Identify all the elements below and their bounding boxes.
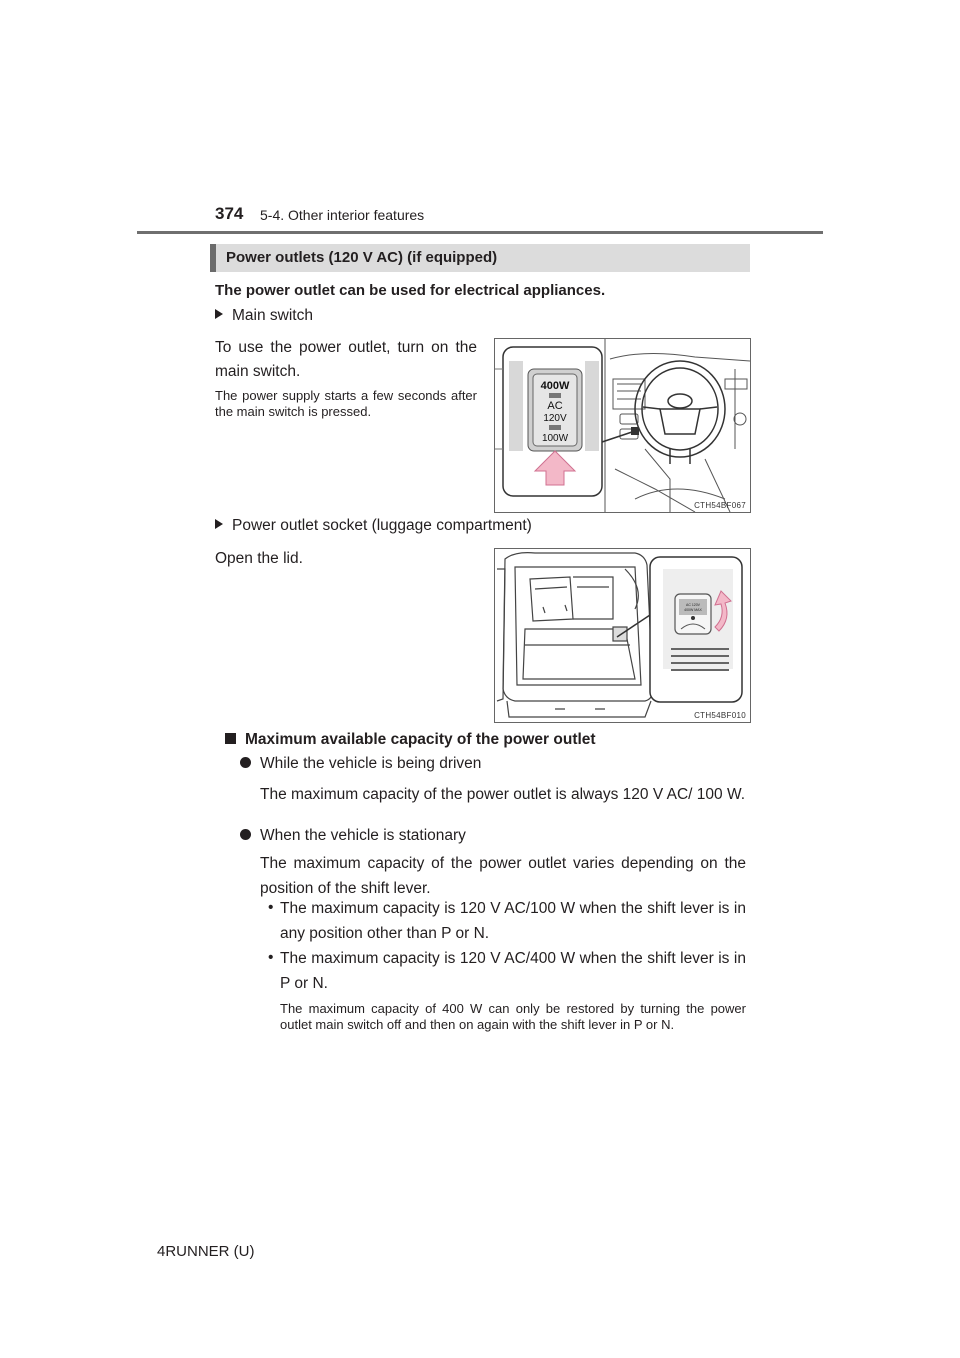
page-number: 374	[215, 204, 244, 223]
driven-title-text: While the vehicle is being driven	[260, 755, 482, 772]
socket-text: Open the lid.	[215, 550, 303, 567]
main-switch-title	[215, 307, 313, 325]
stationary-item	[268, 946, 746, 996]
stationary-item-text: The maximum capacity is 120 V AC/100 W when the shift lever is in any position other than P or N.	[280, 900, 746, 942]
triangle-bullet-icon	[215, 309, 223, 319]
intro-text: The power outlet can be used for electrical appliances.	[215, 282, 606, 299]
capacity-title-text: Maximum available capacity of the power outlet	[245, 731, 596, 748]
main-switch-figure	[494, 338, 751, 513]
stationary-title-text: When the vehicle is stationary	[260, 827, 466, 844]
footer-model: 4RUNNER (U)	[157, 1243, 255, 1260]
bullet-dot-text: •	[268, 949, 274, 966]
circle-bullet-icon	[240, 829, 251, 840]
header-rule	[137, 231, 823, 234]
stationary-title	[240, 824, 466, 848]
stationary-item-text: The maximum capacity is 120 V AC/400 W when the shift lever is in P or N.	[280, 950, 746, 992]
luggage-compartment-illustration	[495, 549, 750, 722]
driven-text: The maximum capacity of the power outlet is always 120 V AC/ 100 W.	[260, 786, 746, 803]
main-switch-title-text: Main switch	[232, 307, 313, 324]
square-bullet-icon	[225, 733, 236, 744]
heading-marker	[210, 244, 216, 272]
circle-bullet-icon	[240, 757, 251, 768]
bullet-dot-text: •	[268, 899, 274, 916]
label-ac: AC	[547, 400, 563, 412]
driven-title	[240, 752, 481, 776]
label-120v: 120V	[543, 413, 567, 424]
stationary-item	[268, 896, 746, 946]
section-heading	[210, 244, 750, 272]
main-switch-note: The power supply starts a few seconds after the main switch is pressed.	[215, 388, 477, 419]
heading-text: Power outlets (120 V AC) (if equipped)	[226, 249, 498, 266]
label-100w: 100W	[541, 433, 569, 444]
figure-code: CTH54BF010	[694, 711, 746, 720]
section-title: 5-4. Other interior features	[260, 207, 425, 223]
socket-figure	[494, 548, 751, 723]
label-400w: 400W	[540, 380, 570, 392]
svg-text:AC 120V: AC 120V	[685, 603, 701, 607]
svg-text:400W MAX: 400W MAX	[684, 608, 702, 612]
capacity-note: The maximum capacity of 400 W can only be restored by turning the power outlet main switch off and then on again with the shift lever in P or N.	[280, 1001, 746, 1032]
dashboard-illustration	[495, 339, 750, 512]
socket-title-text: Power outlet socket (luggage compartment)	[232, 517, 532, 534]
triangle-bullet-icon	[215, 519, 223, 529]
capacity-title	[225, 728, 596, 752]
main-switch-text: To use the power outlet, turn on the main switch.	[215, 339, 477, 380]
figure-code: CTH54BF067	[694, 501, 746, 510]
socket-title	[215, 517, 532, 535]
stationary-text: The maximum capacity of the power outlet varies depending on the position of the shift lever.	[260, 855, 746, 897]
